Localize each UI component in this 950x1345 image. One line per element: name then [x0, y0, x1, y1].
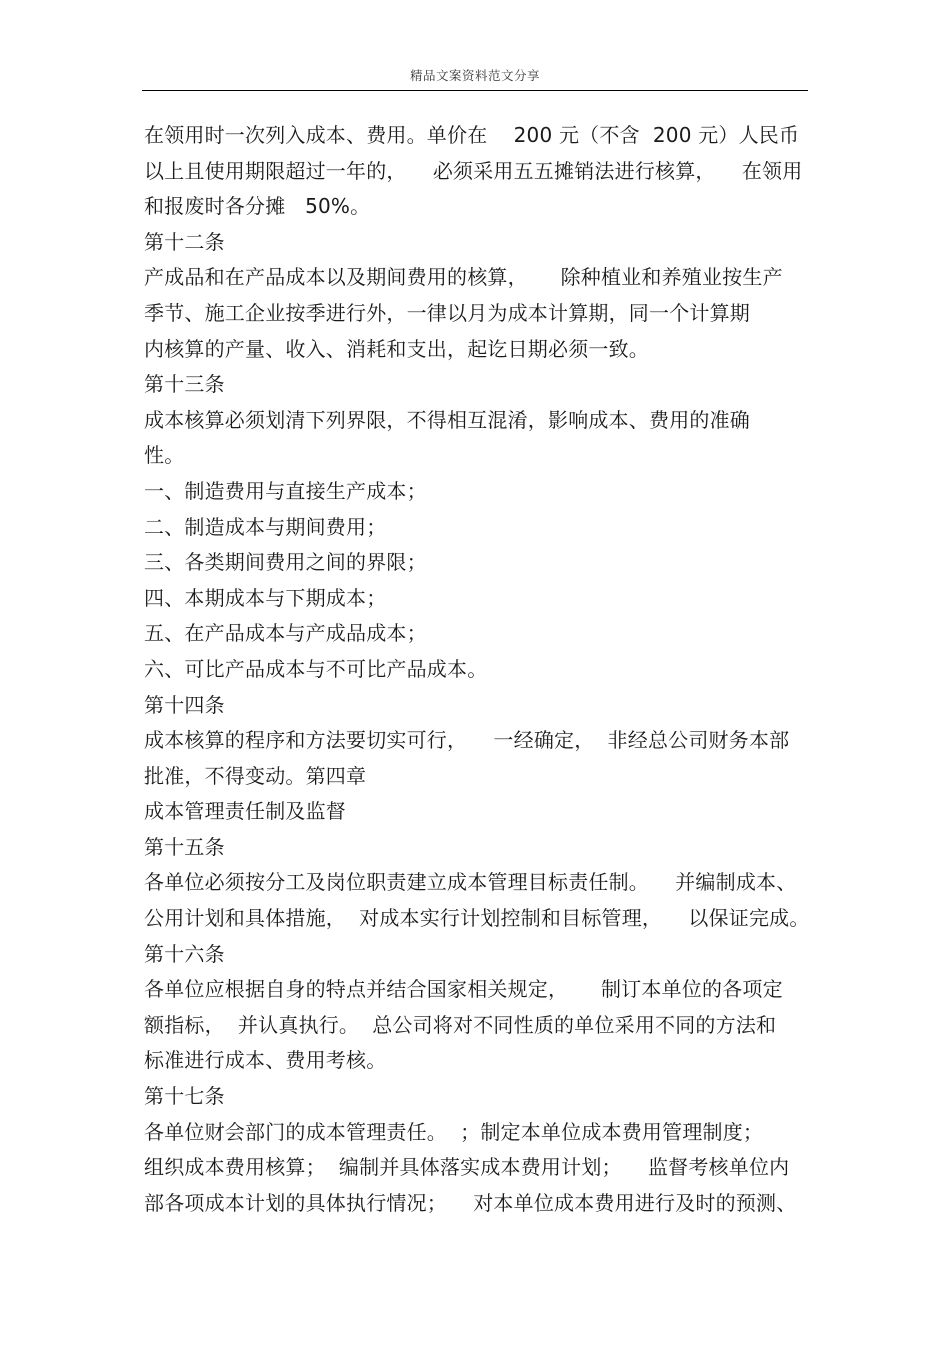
text-line: 五、在产品成本与产成品成本；	[144, 621, 427, 646]
text-line: 成本核算的程序和方法要切实可行， 一经确定， 非经总公司财务本部	[144, 728, 790, 753]
text-line: 组织成本费用核算； 编制并具体落实成本费用计划； 监督考核单位内	[144, 1155, 790, 1180]
text-line: 产成品和在产品成本以及期间费用的核算， 除种植业和养殖业按生产	[144, 265, 783, 290]
text-line: 四、本期成本与下期成本；	[144, 585, 387, 610]
text-line: 批准，不得变动。第四章	[144, 763, 367, 788]
text-line: 三、各类期间费用之间的界限；	[144, 550, 427, 575]
text-line: 额指标， 并认真执行。 总公司将对不同性质的单位采用不同的方法和	[144, 1012, 777, 1037]
text-line: 各单位财会部门的成本管理责任。 ；制定本单位成本费用管理制度；	[144, 1119, 764, 1144]
text-line: 一、制造费用与直接生产成本；	[144, 478, 427, 503]
text-line: 和报废时各分摊 50%。	[144, 194, 371, 219]
text-line: 六、可比产品成本与不可比产品成本。	[144, 656, 488, 681]
text-line: 二、制造成本与期间费用；	[144, 514, 387, 539]
text-line: 第十三条	[144, 372, 225, 397]
text-line: 标准进行成本、费用考核。	[144, 1048, 387, 1073]
text-line: 各单位应根据自身的特点并结合国家相关规定， 制订本单位的各项定	[144, 977, 783, 1002]
text-line: 第十六条	[144, 941, 225, 966]
document-body	[144, 118, 824, 1221]
text-line: 各单位必须按分工及岗位职责建立成本管理目标责任制。 并编制成本、	[144, 870, 797, 895]
text-line: 内核算的产量、收入、消耗和支出，起讫日期必须一致。	[144, 336, 649, 361]
text-line: 季节、施工企业按季进行外，一律以月为成本计算期，同一个计算期	[144, 300, 750, 325]
text-line: 公用计划和具体措施， 对成本实行计划控制和目标管理， 以保证完成。	[144, 906, 810, 931]
text-line: 在领用时一次列入成本、费用。单价在 200 元（不含 200 元）人民币	[144, 123, 800, 147]
text-line: 第十四条	[144, 692, 225, 717]
text-line: 第十七条	[144, 1084, 225, 1109]
header-divider	[142, 90, 808, 91]
text-line: 性。	[144, 443, 185, 468]
text-line: 第十五条	[144, 834, 225, 859]
page-header-title: 精品文案资料范文分享	[409, 68, 540, 83]
text-line: 成本管理责任制及监督	[144, 799, 346, 824]
text-line: 第十二条	[144, 229, 225, 254]
text-line: 成本核算必须划清下列界限，不得相互混淆，影响成本、费用的准确	[144, 407, 750, 432]
text-line: 部各项成本计划的具体执行情况； 对本单位成本费用进行及时的预测、	[144, 1190, 797, 1215]
text-line: 以上且使用期限超过一年的， 必须采用五五摊销法进行核算， 在领用	[144, 158, 803, 183]
